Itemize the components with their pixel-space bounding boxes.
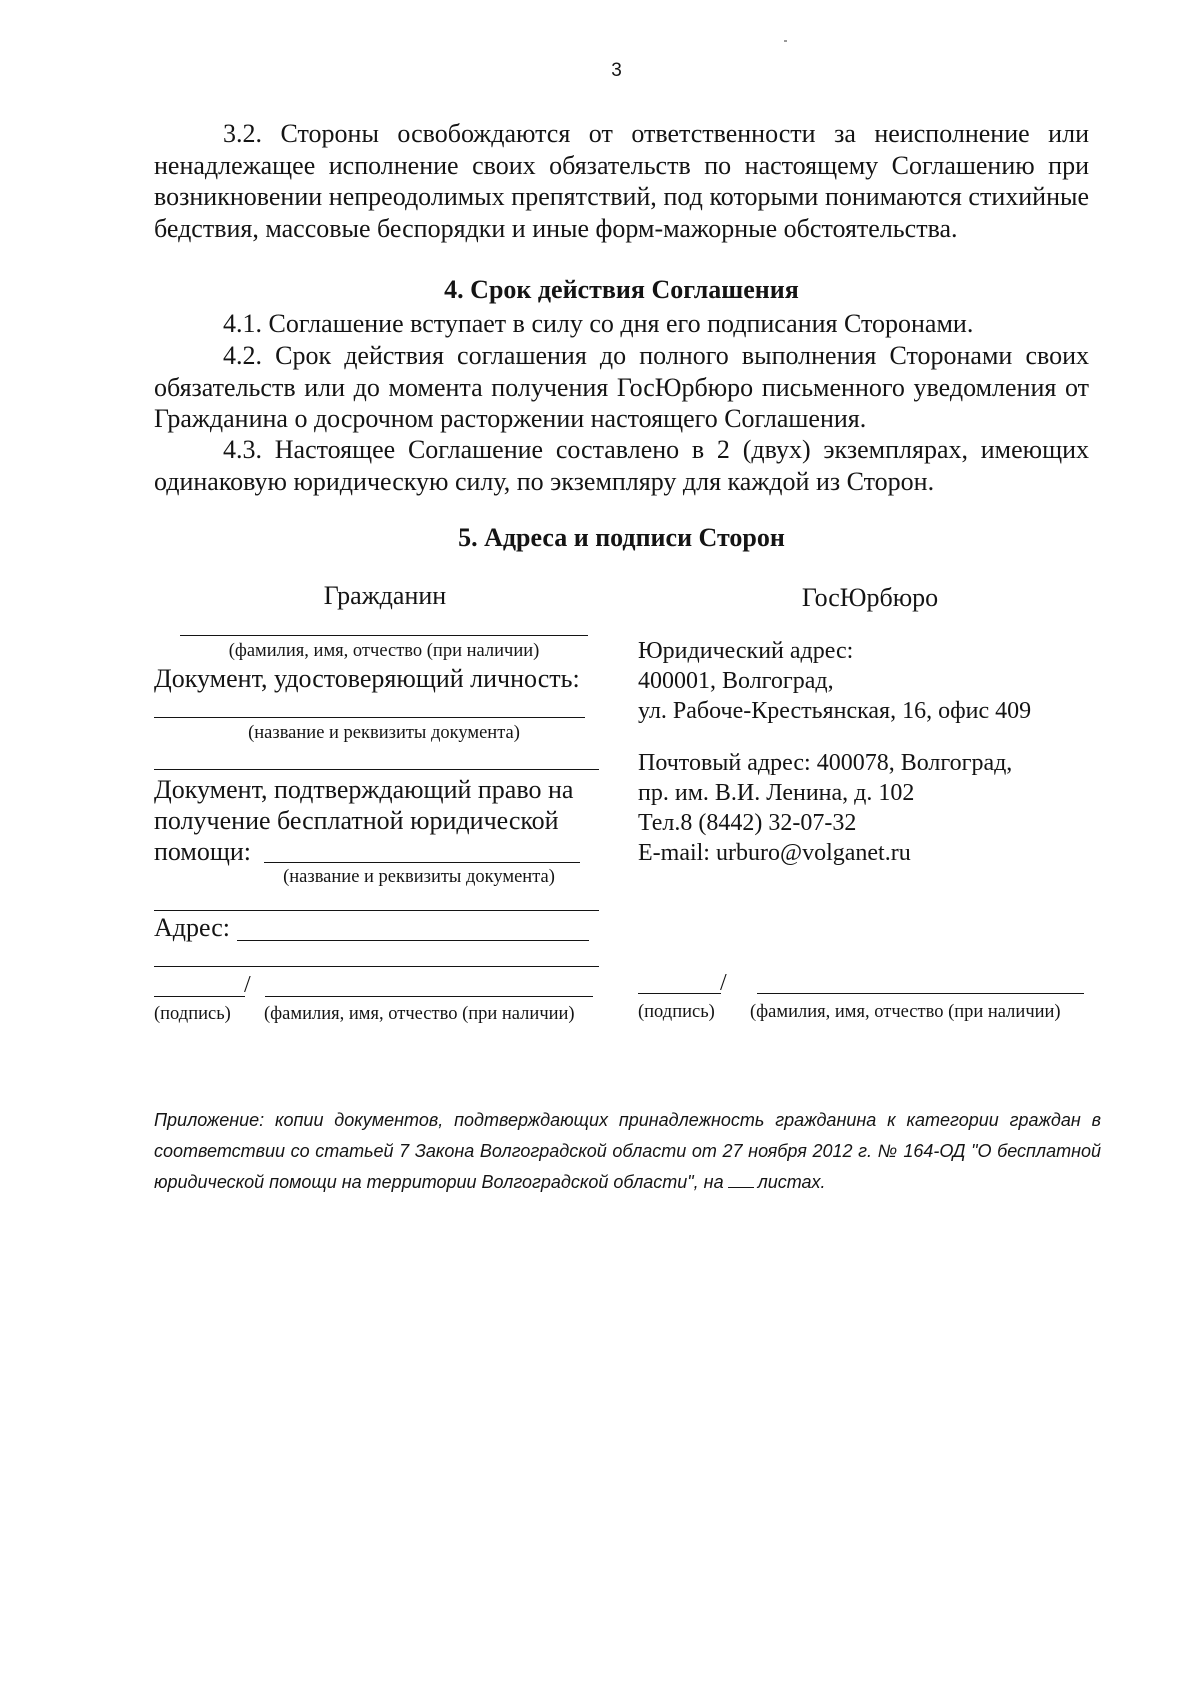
clause-4-2 (154, 340, 1089, 435)
appendix-sheets-blank (728, 1187, 754, 1188)
bureau-sign-fio-line (757, 993, 1084, 994)
bureau-signature-slash: / (720, 970, 727, 996)
bureau-email: E-mail: urburo@volganet.ru (638, 840, 911, 866)
id-document-label: Документ, удостоверяющий личность: (154, 664, 580, 693)
clause-3-2 (154, 118, 1089, 244)
address-line (237, 940, 589, 941)
bureau-signature-caption: (подпись) (638, 1002, 715, 1022)
bureau-postal-address (638, 748, 1098, 868)
appendix-sheets-word: листах. (757, 1172, 826, 1192)
citizen-sign-fio-caption: (фамилия, имя, отчество (при наличии) (264, 1004, 575, 1024)
appendix-note (154, 1105, 1101, 1198)
citizen-heading: Гражданин (323, 581, 447, 610)
clause-4-1-text: 4.1. Соглашение вступает в силу со дня его подписания Сторонами. (223, 309, 974, 338)
citizen-signature-slash: / (244, 972, 251, 998)
extra-line-2 (154, 910, 599, 911)
clause-3-2-text: 3.2. Стороны освобождаются от ответственности за неисполнение или ненадлежащее исполнение своих обязательств по настоящему Соглашению при возникновении непреодолимых препятствий, под которыми понимаются стихийные бедствия, массовые беспорядки и иные форм-мажорные обстоятельства. (154, 119, 1089, 243)
right-document-label-1: Документ, подтверждающий право на (154, 775, 574, 804)
page-number: 3 (611, 60, 622, 81)
section-5-heading: 5. Адреса и подписи Сторон (458, 523, 785, 552)
legal-address-line-1: 400001, Волгоград, (638, 668, 834, 694)
legal-address-line-2: ул. Рабоче-Крестьянская, 16, офис 409 (638, 698, 1032, 724)
section-4-heading: 4. Срок действия Соглашения (444, 275, 799, 304)
right-document-label-3: помощи: (154, 837, 252, 866)
clause-4-1 (154, 308, 1089, 340)
postal-address-line-2: пр. им. В.И. Ленина, д. 102 (638, 780, 915, 806)
citizen-fio-line (180, 635, 588, 636)
address-line-2 (154, 966, 599, 967)
bureau-signature-line (638, 993, 721, 994)
extra-line-1 (154, 769, 599, 770)
clause-4-2-text: 4.2. Срок действия соглашения до полного выполнения Сторонами своих обязательств или до момента получения ГосЮрбюро письменного уведомления от Гражданина о досрочном расторжении настоящего Соглашения. (154, 341, 1089, 433)
id-document-caption: (название и реквизиты документа) (248, 723, 520, 743)
citizen-signature-line (154, 996, 245, 997)
right-document-label-2: получение бесплатной юридической (154, 806, 559, 835)
citizen-signature-caption: (подпись) (154, 1004, 231, 1024)
scan-speck (784, 40, 787, 42)
address-label: Адрес: (154, 913, 230, 942)
right-document-caption: (название и реквизиты документа) (283, 867, 555, 887)
bureau-legal-address (638, 636, 1098, 726)
clause-4-3 (154, 434, 1089, 497)
appendix-text: Приложение: копии документов, подтверждающих принадлежность гражданина к категории граждан в соответствии со статьей 7 Закона Волгоградской области от 27 ноября 2012 г. № 164-ОД "О бесплатной юридической помощи на территории Волгоградской области", на (154, 1110, 1101, 1192)
citizen-sign-fio-line (265, 996, 593, 997)
right-document-line (264, 862, 580, 863)
bureau-phone: Тел.8 (8442) 32-07-32 (638, 810, 857, 836)
clause-4-3-text: 4.3. Настоящее Соглашение составлено в 2 (двух) экземплярах, имеющих одинаковую юридическую силу, по экземпляру для каждой из Сторон. (154, 435, 1089, 496)
id-document-line (154, 717, 585, 718)
bureau-sign-fio-caption: (фамилия, имя, отчество (при наличии) (750, 1002, 1061, 1022)
bureau-heading: ГосЮрбюро (801, 583, 939, 612)
citizen-fio-caption: (фамилия, имя, отчество (при наличии) (228, 641, 540, 661)
postal-address-line-1: Почтовый адрес: 400078, Волгоград, (638, 750, 1013, 776)
legal-address-label: Юридический адрес: (638, 638, 854, 664)
